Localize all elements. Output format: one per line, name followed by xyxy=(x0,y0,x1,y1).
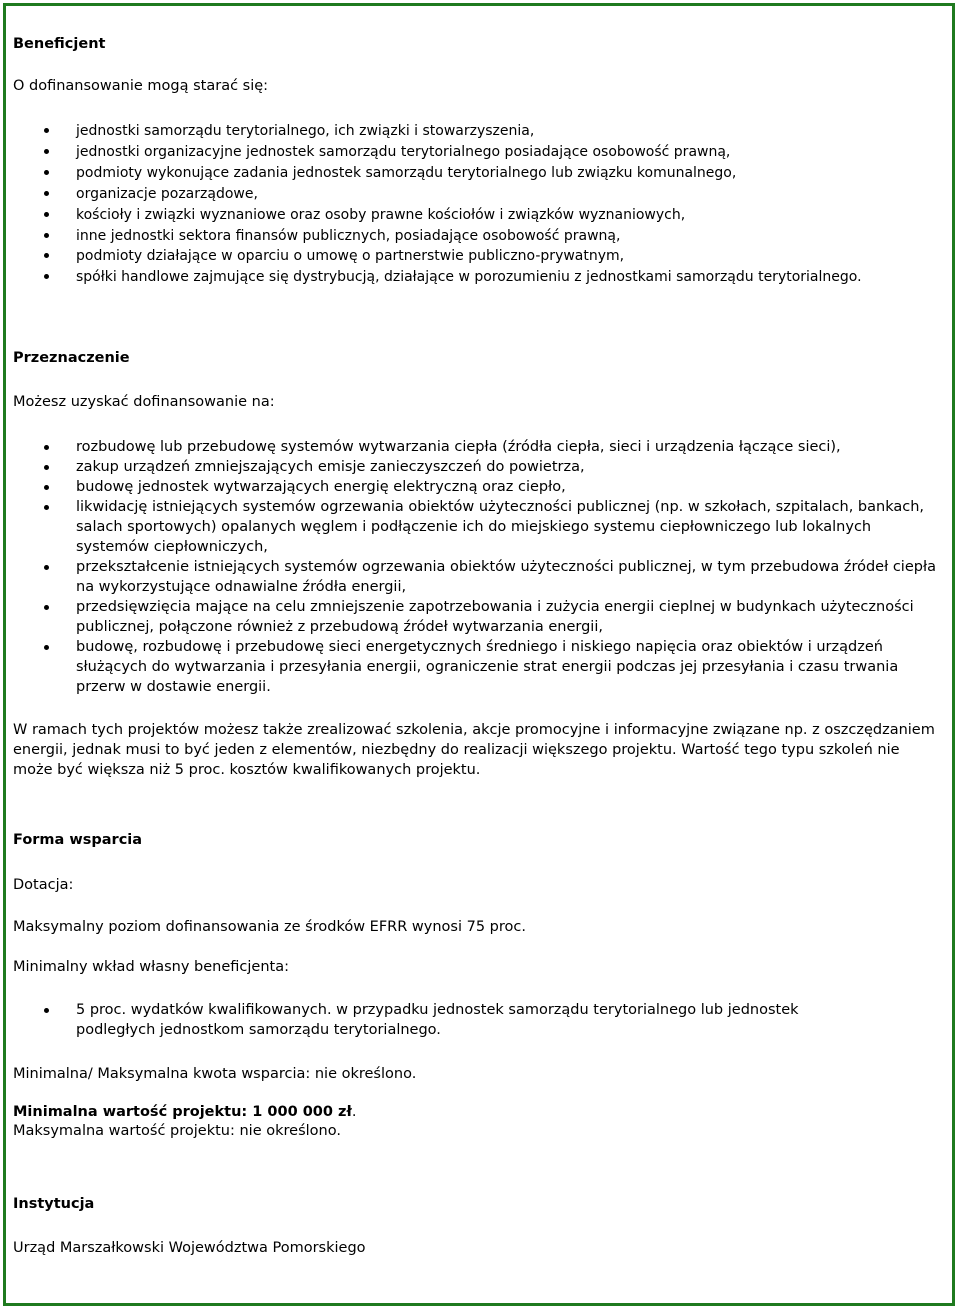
min-project-value-bold: Minimalna wartość projektu: 1 000 000 zł xyxy=(13,1104,352,1120)
list-item: budowę jednostek wytwarzających energię elektryczną oraz ciepło, xyxy=(13,477,948,497)
section-heading-instytucja: Instytucja xyxy=(13,1196,95,1212)
min-own-contribution-label: Minimalny wkład własny beneficjenta: xyxy=(13,959,289,975)
list-item: rozbudowę lub przebudowę systemów wytwarzania ciepła (źródła ciepła, sieci i urządzenia łączące sieci), xyxy=(13,437,948,457)
list-item: przekształcenie istniejących systemów ogrzewania obiektów użyteczności publicznej, w tym przebudowa źródeł ciepła na wykorzystujące odnawialne źródła energii, xyxy=(13,557,948,597)
list-item: budowę, rozbudowę i przebudowę sieci energetycznych średniego i niskiego napięcia oraz obiektów i urządzeń służących do wytwarzania i przesyłania energii, ograniczenie strat energii podczas jej przesyłania i czasu trwania przerw w dostawie energii. xyxy=(13,637,948,697)
min-project-value-tail: . xyxy=(351,1104,357,1120)
list-item: przedsięwzięcia mające na celu zmniejszenie zapotrzebowania i zużycia energii cieplnej w budynkach użyteczności publicznej, połączone również z przebudową źródeł wytwarzania energii, xyxy=(13,597,948,637)
list-item: jednostki organizacyjne jednostek samorządu terytorialnego posiadające osobowość prawną, xyxy=(13,142,948,163)
dotacja-label: Dotacja: xyxy=(13,877,74,893)
przeznaczenie-intro: Możesz uzyskać dofinansowanie na: xyxy=(13,394,275,410)
beneficjent-intro: O dofinansowanie mogą starać się: xyxy=(13,78,269,94)
list-item: spółki handlowe zajmujące się dystrybucją, działające w porozumieniu z jednostkami samorządu terytorialnego. xyxy=(13,267,876,288)
list-item: organizacje pozarządowe, xyxy=(13,184,948,205)
min-own-contribution-list xyxy=(13,1000,948,1040)
list-item: 5 proc. wydatków kwalifikowanych. w przypadku jednostek samorządu terytorialnego lub jednostek podległych jednostkom samorządu terytorialnego. xyxy=(13,1000,876,1040)
przeznaczenie-list xyxy=(13,437,948,697)
institution-name: Urząd Marszałkowski Województwa Pomorskiego xyxy=(13,1240,366,1256)
list-item: podmioty wykonujące zadania jednostek samorządu terytorialnego lub związku komunalnego, xyxy=(13,163,948,184)
list-item: inne jednostki sektora finansów publicznych, posiadające osobowość prawną, xyxy=(13,226,948,247)
list-item: likwidację istniejących systemów ogrzewania obiektów użyteczności publicznej (np. w szkołach, szpitalach, bankach, salach sportowych) opalanych węglem i podłączenie ich do miejskiego systemu ciepłowniczego lub lokalnych systemów ciepłowniczych, xyxy=(13,497,948,557)
section-heading-forma-wsparcia: Forma wsparcia xyxy=(13,832,143,848)
section-heading-beneficjent: Beneficjent xyxy=(13,36,106,52)
list-item: jednostki samorządu terytorialnego, ich związki i stowarzyszenia, xyxy=(13,121,948,142)
section-heading-przeznaczenie: Przeznaczenie xyxy=(13,350,130,366)
min-project-value xyxy=(13,1102,356,1122)
przeznaczenie-note: W ramach tych projektów możesz także zrealizować szkolenia, akcje promocyjne i informacyjne związane np. z oszczędzaniem energii, jednak musi to być jeden z elementów, niezbędny do realizacji większego projektu. Wartość tego typu szkoleń nie może być większa niż 5 proc. kosztów kwalifikowanych projektu. xyxy=(13,722,935,778)
max-project-value: Maksymalna wartość projektu: nie określono. xyxy=(13,1123,341,1139)
support-amount: Minimalna/ Maksymalna kwota wsparcia: nie określono. xyxy=(13,1066,417,1082)
list-item: podmioty działające w oparciu o umowę o partnerstwie publiczno-prywatnym, xyxy=(13,246,948,267)
list-item: zakup urządzeń zmniejszających emisje zanieczyszczeń do powietrza, xyxy=(13,457,948,477)
max-funding-level: Maksymalny poziom dofinansowania ze środków EFRR wynosi 75 proc. xyxy=(13,919,526,935)
list-item: kościoły i związki wyznaniowe oraz osoby prawne kościołów i związków wyznaniowych, xyxy=(13,205,948,226)
beneficjent-list xyxy=(13,121,948,288)
